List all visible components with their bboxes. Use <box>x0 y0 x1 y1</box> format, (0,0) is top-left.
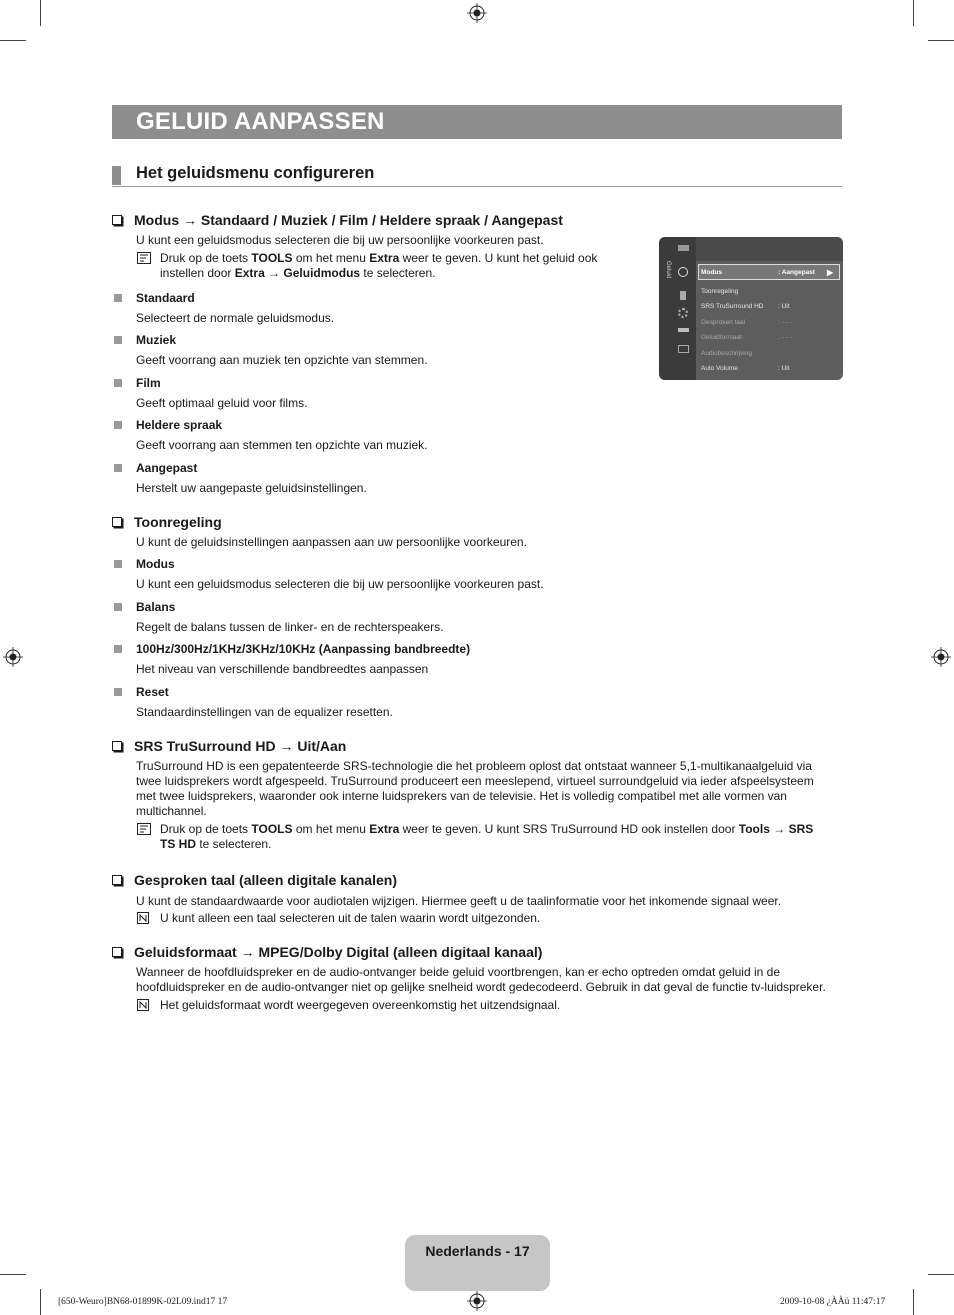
list-item-title: Aangepast <box>136 461 198 475</box>
list-item-desc: Het niveau van verschillende bandbreedtes aanpassen <box>136 662 429 676</box>
toon-heading: Toonregeling <box>112 514 222 530</box>
crop-mark <box>40 1289 41 1315</box>
registration-mark-icon <box>931 647 951 667</box>
tv-menu-top-strip <box>696 237 843 261</box>
picture-icon <box>678 245 689 251</box>
tv-menu-row: Modus : Aangepast ▶ <box>701 268 834 277</box>
list-bullet <box>114 294 122 302</box>
crop-mark <box>913 0 914 26</box>
tv-menu-row: Gesproken taal : - - - <box>701 319 792 326</box>
list-bullet <box>114 603 122 611</box>
tv-menu-side-label: Geluid <box>665 261 671 279</box>
modus-intro: U kunt een geluidsmodus selecteren die bij uw persoonlijke voorkeuren past. <box>136 233 544 247</box>
formaat-line: Wanneer de hoofdluidspreker en de audio-ontvanger beide geluid voortbrengen, kan er echo optreden omdat geluid in de <box>136 965 781 979</box>
taal-note: U kunt alleen een taal selecteren uit de talen waarin wordt uitgezonden. <box>160 911 541 925</box>
list-item-desc: Standaardinstellingen van de equalizer resetten. <box>136 705 393 719</box>
tv-menu-row: SRS TruSurround HD : Uit <box>701 303 790 310</box>
list-item-title: Reset <box>136 685 169 699</box>
list-bullet <box>114 464 122 472</box>
tv-sound-menu-illustration <box>659 237 843 380</box>
tv-menu-row: Audiobeschrijving <box>701 350 752 357</box>
list-bullet <box>114 560 122 568</box>
srs-line: multichannel. <box>136 804 207 818</box>
modus-tip-line-1: Druk op de toets TOOLS om het menu Extra weer te geven. U kunt het geluid ook <box>160 251 598 265</box>
crop-mark <box>0 40 26 41</box>
taal-heading: Gesproken taal (alleen digitale kanalen) <box>112 872 397 888</box>
crop-mark <box>40 0 41 26</box>
print-slug-left: [650-Weuro]BN68-01899K-02L09.ind17 17 <box>58 1297 228 1307</box>
list-item-desc: Geeft optimaal geluid voor films. <box>136 396 308 410</box>
srs-heading: SRS TruSurround HD → Uit/Aan <box>112 738 346 754</box>
section-marker <box>112 166 121 185</box>
checkbox-bullet-icon <box>112 215 122 225</box>
crop-mark <box>928 1274 954 1275</box>
note-icon <box>137 999 151 1011</box>
list-item-desc: Regelt de balans tussen de linker- en de rechterspeakers. <box>136 620 444 634</box>
crop-mark <box>913 1289 914 1315</box>
page-number-tab <box>405 1235 550 1291</box>
srs-tip-line-2: TS HD te selecteren. <box>160 837 272 851</box>
checkbox-bullet-icon <box>112 947 122 957</box>
modus-heading <box>112 212 563 228</box>
registration-mark-icon <box>467 1291 487 1311</box>
list-item-title: Standaard <box>136 291 195 305</box>
list-item-title: 100Hz/300Hz/1KHz/3KHz/10KHz (Aanpassing bandbreedte) <box>136 642 471 656</box>
note-icon <box>137 912 151 924</box>
list-item-title: Muziek <box>136 333 177 347</box>
tv-menu-row: Geluidformaat : - - - <box>701 334 792 341</box>
right-arrow-icon: ▶ <box>827 268 834 277</box>
section-title: Het geluidsmenu configureren <box>136 164 375 182</box>
modus-tip-line-2: instellen door Extra → Geluidmodus te selecteren. <box>160 266 436 280</box>
page-number: Nederlands - 17 <box>425 1243 530 1259</box>
srs-tip-line-1: Druk op de toets TOOLS om het menu Extra weer te geven. U kunt SRS TruSurround HD ook instellen door Tools → SRS <box>160 822 814 836</box>
crop-mark <box>0 1274 26 1275</box>
registration-mark-icon <box>467 3 487 23</box>
tools-note-icon <box>137 823 151 835</box>
tv-menu-row: Toonregeling <box>701 288 739 295</box>
list-item-title: Balans <box>136 600 176 614</box>
setup-gear-icon <box>678 308 688 318</box>
checkbox-bullet-icon <box>112 875 122 885</box>
list-item-desc: Herstelt uw aangepaste geluidsinstellingen. <box>136 481 367 495</box>
crop-mark <box>928 40 954 41</box>
checkbox-bullet-icon <box>112 741 122 751</box>
list-item-desc: Geeft voorrang aan stemmen ten opzichte van muziek. <box>136 438 428 452</box>
srs-line: twee luidsprekers wordt afgespeeld. TruSurround produceert een meeslepend, virtueel surroundgeluid via ieder afspeelsysteem <box>136 774 814 788</box>
tv-menu-sidebar <box>659 237 696 380</box>
formaat-note: Het geluidsformaat wordt weergegeven overeenkomstig het uitzendsignaal. <box>160 998 561 1012</box>
page-title-bar <box>112 105 842 139</box>
formaat-heading: Geluidsformaat → MPEG/Dolby Digital (alleen digitaal kanaal) <box>112 944 542 960</box>
channel-icon <box>680 291 686 300</box>
tools-note-icon <box>137 252 151 264</box>
modus-heading-text: Modus → Standaard / Muziek / Film / Heldere spraak / Aangepast <box>134 212 563 228</box>
support-icon <box>678 345 689 353</box>
checkbox-bullet-icon <box>112 517 122 527</box>
list-bullet <box>114 645 122 653</box>
srs-line: met twee luidsprekers, waaronder ook interne luidsprekers van de televisie. Het is volledig compatibel met alle vormen van <box>136 789 787 803</box>
list-item-title: Heldere spraak <box>136 418 223 432</box>
toon-intro: U kunt de geluidsinstellingen aanpassen aan uw persoonlijke voorkeuren. <box>136 535 527 549</box>
list-item-desc: Selecteert de normale geluidsmodus. <box>136 311 335 325</box>
input-icon <box>678 328 689 332</box>
list-item-title: Film <box>136 376 161 390</box>
taal-line: U kunt de standaardwaarde voor audiotalen wijzigen. Hiermee geeft u de taalinformatie voor het inkomende signaal weer. <box>136 894 782 908</box>
print-slug-right: 2009-10-08 ¿ÀÀü 11:47:17 <box>780 1297 886 1307</box>
tv-menu-row: Auto Volume : Uit <box>701 365 790 372</box>
list-bullet <box>114 379 122 387</box>
formaat-line: hoofdluidspreker en de audio-ontvanger niet op gelijke snelheid wordt gedecodeerd. Gebruik in dat geval de functie tv-luidspreker. <box>136 980 826 994</box>
list-item-desc: U kunt een geluidsmodus selecteren die bij uw persoonlijke voorkeuren past. <box>136 577 544 591</box>
list-bullet <box>114 336 122 344</box>
list-item-title: Modus <box>136 557 175 571</box>
sound-icon <box>678 267 688 277</box>
registration-mark-icon <box>3 647 23 667</box>
list-bullet <box>114 688 122 696</box>
list-bullet <box>114 421 122 429</box>
section-heading <box>112 163 842 187</box>
list-item-desc: Geeft voorrang aan muziek ten opzichte van stemmen. <box>136 353 428 367</box>
srs-line: TruSurround HD is een gepatenteerde SRS-technologie die het probleem oplost dat ontstaat wanneer 5,1-multikanaalgeluid via <box>136 759 812 773</box>
page-title: GELUID AANPASSEN <box>136 108 385 135</box>
